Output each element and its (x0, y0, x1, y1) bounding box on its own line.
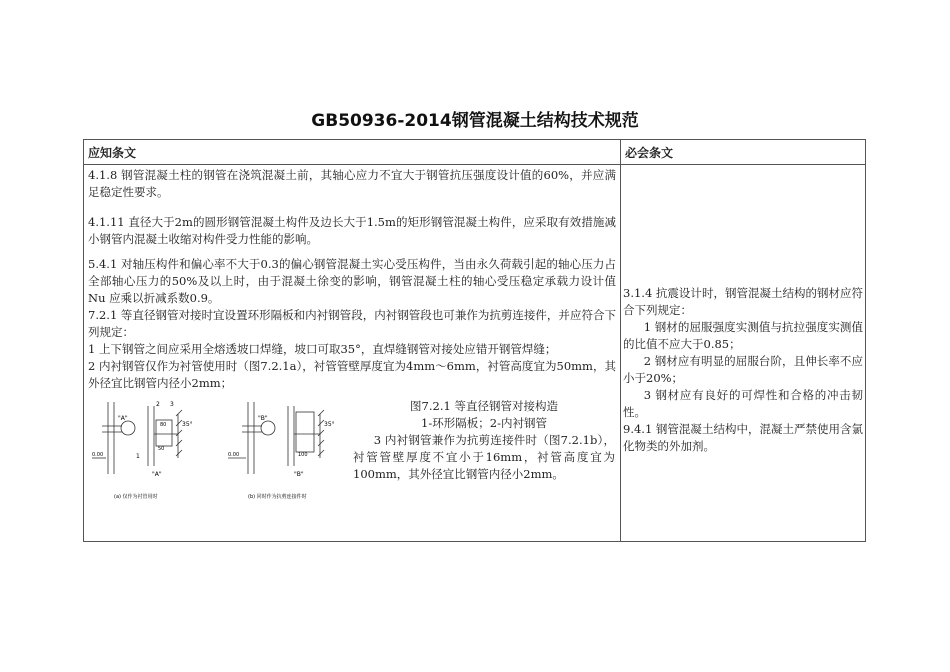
clause-3-1-4-item-2: 2 钢材应有明显的屈服台阶，且伸长率不应小于20%； (623, 354, 863, 385)
clause-5-4-1: 5.4.1 对轴压构件和偏心率不大于0.3的偏心钢管混凝土实心受压构件，当由永久荷载引起的轴心压力占全部轴心压力的50%及以上时，由于混凝土徐变的影响，钢管混凝土柱的轴心受压稳定承载力设计值 Nu 应乘以折减系数0.9。 (88, 257, 616, 305)
figure-a-num-1: 1 (136, 453, 140, 460)
figure-b-detail-bottom: "B" (294, 471, 304, 478)
should-know-cell (84, 165, 621, 542)
figure-7-2-1-drawing (88, 396, 368, 506)
figure-7-2-1-legend: 1-环形隔板；2-内衬钢管 (421, 416, 547, 430)
must-master-cell (621, 165, 866, 542)
figure-7-2-1-area (88, 396, 616, 514)
clause-7-2-1: 7.2.1 等直径钢管对接时宜设置环形隔板和内衬钢管段，内衬钢管段也可兼作为抗剪连接件，并应符合下列规定： (88, 308, 616, 339)
document-title: GB50936-2014钢管混凝土结构技术规范 (311, 111, 639, 131)
figure-a-num-3: 3 (170, 401, 174, 408)
clause-7-2-1-item-3: 3 内衬钢管兼作为抗剪连接件时（图7.2.1b），衬管管壁厚度不宜小于16mm，衬管高度宜为100mm，其外径宜比钢管内径小2mm。 (353, 433, 615, 481)
figure-b-dim-100: 100 (298, 452, 308, 458)
header-should-know: 应知条文 (84, 140, 621, 165)
figure-a-dim-80: 80 (160, 422, 167, 428)
figure-a-detail-bottom: "A" (152, 471, 162, 478)
figure-a-drawing (92, 402, 182, 474)
figure-b-elevation: 0.00 (228, 452, 240, 458)
table-header-row (84, 140, 866, 165)
figure-a-caption: (a) 仅作为衬管用时 (114, 494, 158, 500)
figure-7-2-1-caption: 图7.2.1 等直径钢管对接构造 (410, 399, 558, 413)
clause-3-1-4: 3.1.4 抗震设计时，钢管混凝土结构的钢材应符合下列规定： (623, 286, 863, 317)
figure-a-angle: 35° (182, 421, 193, 428)
figure-b-detail-label: "B" (258, 415, 268, 422)
figure-a-dim-50: 50 (158, 446, 165, 452)
clause-4-1-8: 4.1.8 钢管混凝土柱的钢管在浇筑混凝土前，其轴心应力不宜大于钢管抗压强度设计值的60%，并应满足稳定性要求。 (88, 168, 616, 199)
figure-a-num-2: 2 (156, 401, 160, 408)
figure-a-elevation: 0.00 (92, 452, 104, 458)
clause-9-4-1: 9.4.1 钢管混凝土结构中，混凝土严禁使用含氯化物类的外加剂。 (623, 422, 863, 453)
header-must-master: 必会条文 (621, 140, 866, 165)
figure-b-angle: 35° (324, 421, 335, 428)
clause-3-1-4-item-3: 3 钢材应有良好的可焊性和合格的冲击韧性。 (623, 388, 863, 419)
table-body-row (84, 165, 866, 542)
clause-3-1-4-item-1: 1 钢材的屈服强度实测值与抗拉强度实测值的比值不应大于0.85； (623, 320, 863, 351)
figure-b-drawing (228, 402, 324, 474)
figure-a-detail-label: "A" (118, 415, 128, 422)
clause-7-2-1-item-2: 2 内衬钢管仅作为衬管使用时（图7.2.1a），衬管管壁厚度宜为4mm～6mm，衬管高度宜为50mm，其外径宜比钢管内径小2mm； (88, 359, 616, 390)
clause-7-2-1-item-1: 1 上下钢管之间应采用全熔透坡口焊缝，坡口可取35°，直焊缝钢管对接处应错开钢管焊缝； (88, 342, 557, 356)
clause-4-1-11: 4.1.11 直径大于2m的圆形钢管混凝土构件及边长大于1.5m的矩形钢管混凝土构件，应采取有效措施减小钢管内混凝土收缩对构件受力性能的影响。 (88, 215, 616, 246)
spec-table (83, 139, 866, 542)
figure-b-caption: (b) 同时作为抗剪连接件时 (248, 494, 307, 500)
